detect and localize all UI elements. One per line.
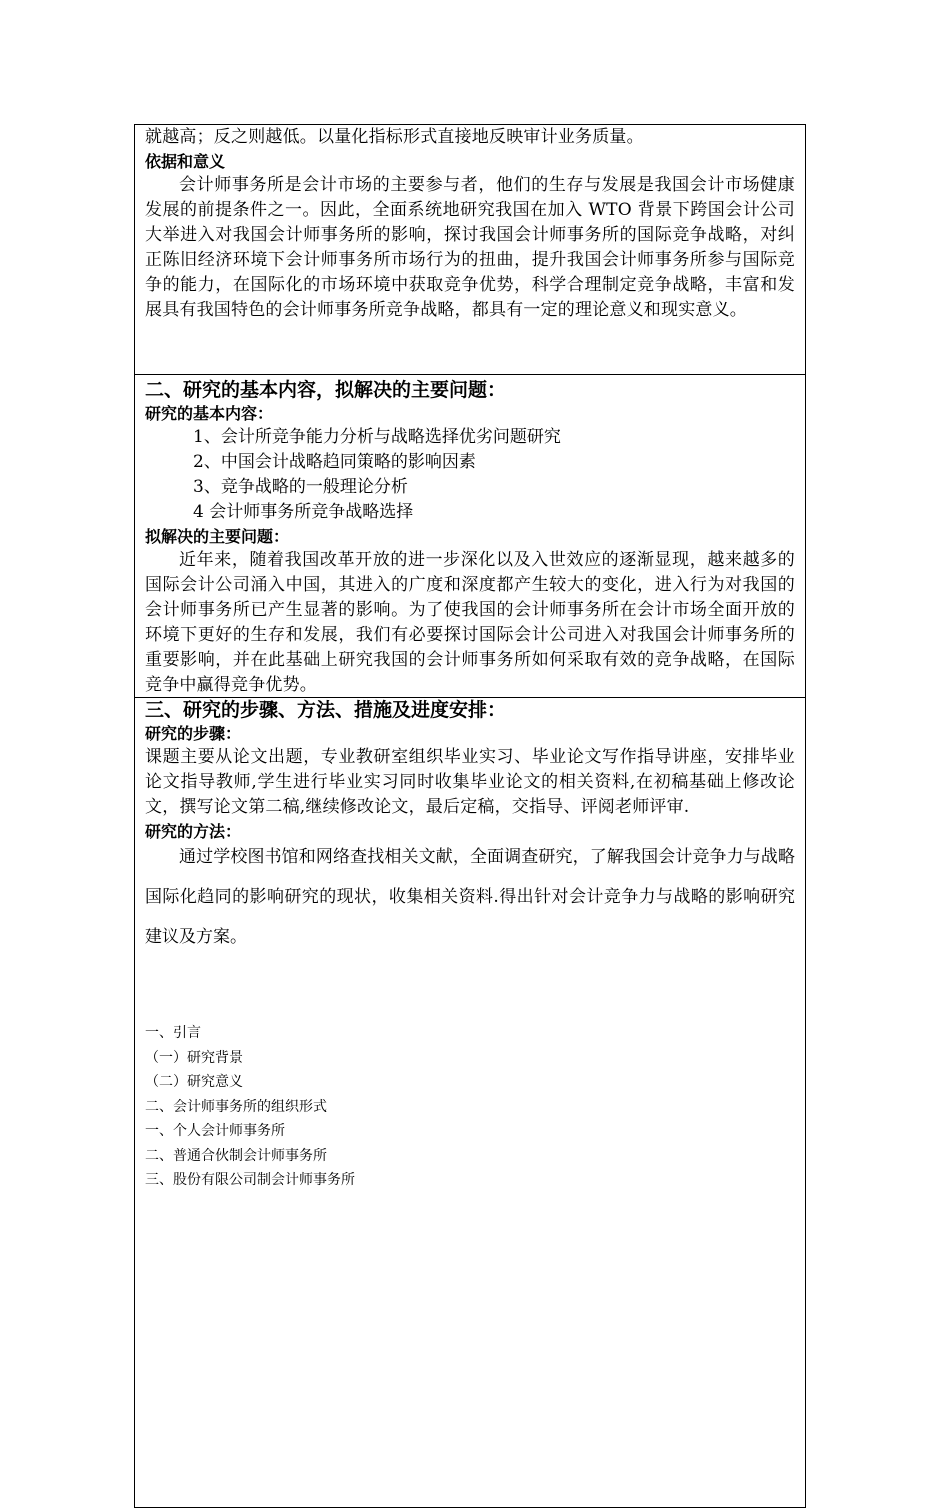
outline-line: 一、个人会计师事务所 <box>145 1123 285 1139</box>
research-content-heading: 二、研究的基本内容，拟解决的主要问题： <box>145 379 507 401</box>
outline-line: （二）研究意义 <box>145 1074 243 1090</box>
content-item: 1、会计所竞争能力分析与战略选择优劣问题研究 <box>193 427 561 447</box>
basis-significance-heading: 依据和意义 <box>145 152 226 171</box>
section-steps-methods <box>135 697 805 1507</box>
methods-subheading: 研究的方法： <box>145 822 242 841</box>
outline-line: 三、股份有限公司制会计师事务所 <box>145 1172 355 1188</box>
section-basis-significance <box>135 125 805 374</box>
main-problems-paragraph: 近年来，随着我国改革开放的进一步深化以及入世效应的逐渐显现，越来越多的国际会计公司涌入中国，其进入的广度和深度都产生较大的变化，进入行为对我国的会计师事务所已产生显著的影响。为了使我国的会计师事务所在会计市场全面开放的环境下更好的生存和发展，我们有必要探讨国际会计公司进入对我国会计师事务所的重要影响，并在此基础上研究我国的会计师事务所如何采取有效的竞争战略，在国际竞争中赢得竞争优势。 <box>145 550 795 695</box>
methods-paragraph: 通过学校图书馆和网络查找相关文献，全面调查研究，了解我国会计竞争力与战略国际化趋同的影响研究的现状，收集相关资料.得出针对会计竞争力与战略的影响研究建议及方案。 <box>145 847 795 947</box>
significance-paragraph: 会计师事务所是会计市场的主要参与者，他们的生存与发展是我国会计市场健康发展的前提条件之一。因此，全面系统地研究我国在加入 WTO 背景下跨国会计公司大举进入对我国会计师事务所的影响，探讨我国会计师事务所的国际竞争战略，对纠正陈旧经济环境下会计师事务所市场行为的扭曲，提升我国会计师事务所参与国际竞争的能力，在国际化的市场环境中获取竞争优势，科学合理制定竞争战略，丰富和发展具有我国特色的会计师事务所竞争战略，都具有一定的理论意义和现实意义。 <box>145 175 795 320</box>
steps-subheading: 研究的步骤： <box>145 724 242 743</box>
content-item: 4 会计师事务所竞争战略选择 <box>193 502 414 522</box>
section-research-content <box>135 374 805 697</box>
continuation-line: 就越高；反之则越低。以量化指标形式直接地反映审计业务质量。 <box>145 127 644 147</box>
content-item: 2、中国会计战略趋同策略的影响因素 <box>193 452 476 472</box>
outline-line: 二、普通合伙制会计师事务所 <box>145 1147 327 1164</box>
outline-line: （一）研究背景 <box>145 1049 243 1066</box>
main-problems-subheading: 拟解决的主要问题： <box>145 527 290 546</box>
outline-line: 二、会计师事务所的组织形式 <box>145 1098 327 1115</box>
steps-paragraph: 课题主要从论文出题，专业教研室组织毕业实习、毕业论文写作指导讲座，安排毕业论文指导教师,学生进行毕业实习同时收集毕业论文的相关资料,在初稿基础上修改论文，撰写论文第二稿,继续修改论文，最后定稿，交指导、评阅老师评审. <box>145 747 795 817</box>
content-item: 3、竞争战略的一般理论分析 <box>193 477 408 497</box>
steps-methods-heading: 三、研究的步骤、方法、措施及进度安排： <box>145 699 507 721</box>
outline-line: 一、引言 <box>145 1025 201 1041</box>
proposal-table <box>134 124 806 1508</box>
basic-content-subheading: 研究的基本内容： <box>145 404 274 423</box>
